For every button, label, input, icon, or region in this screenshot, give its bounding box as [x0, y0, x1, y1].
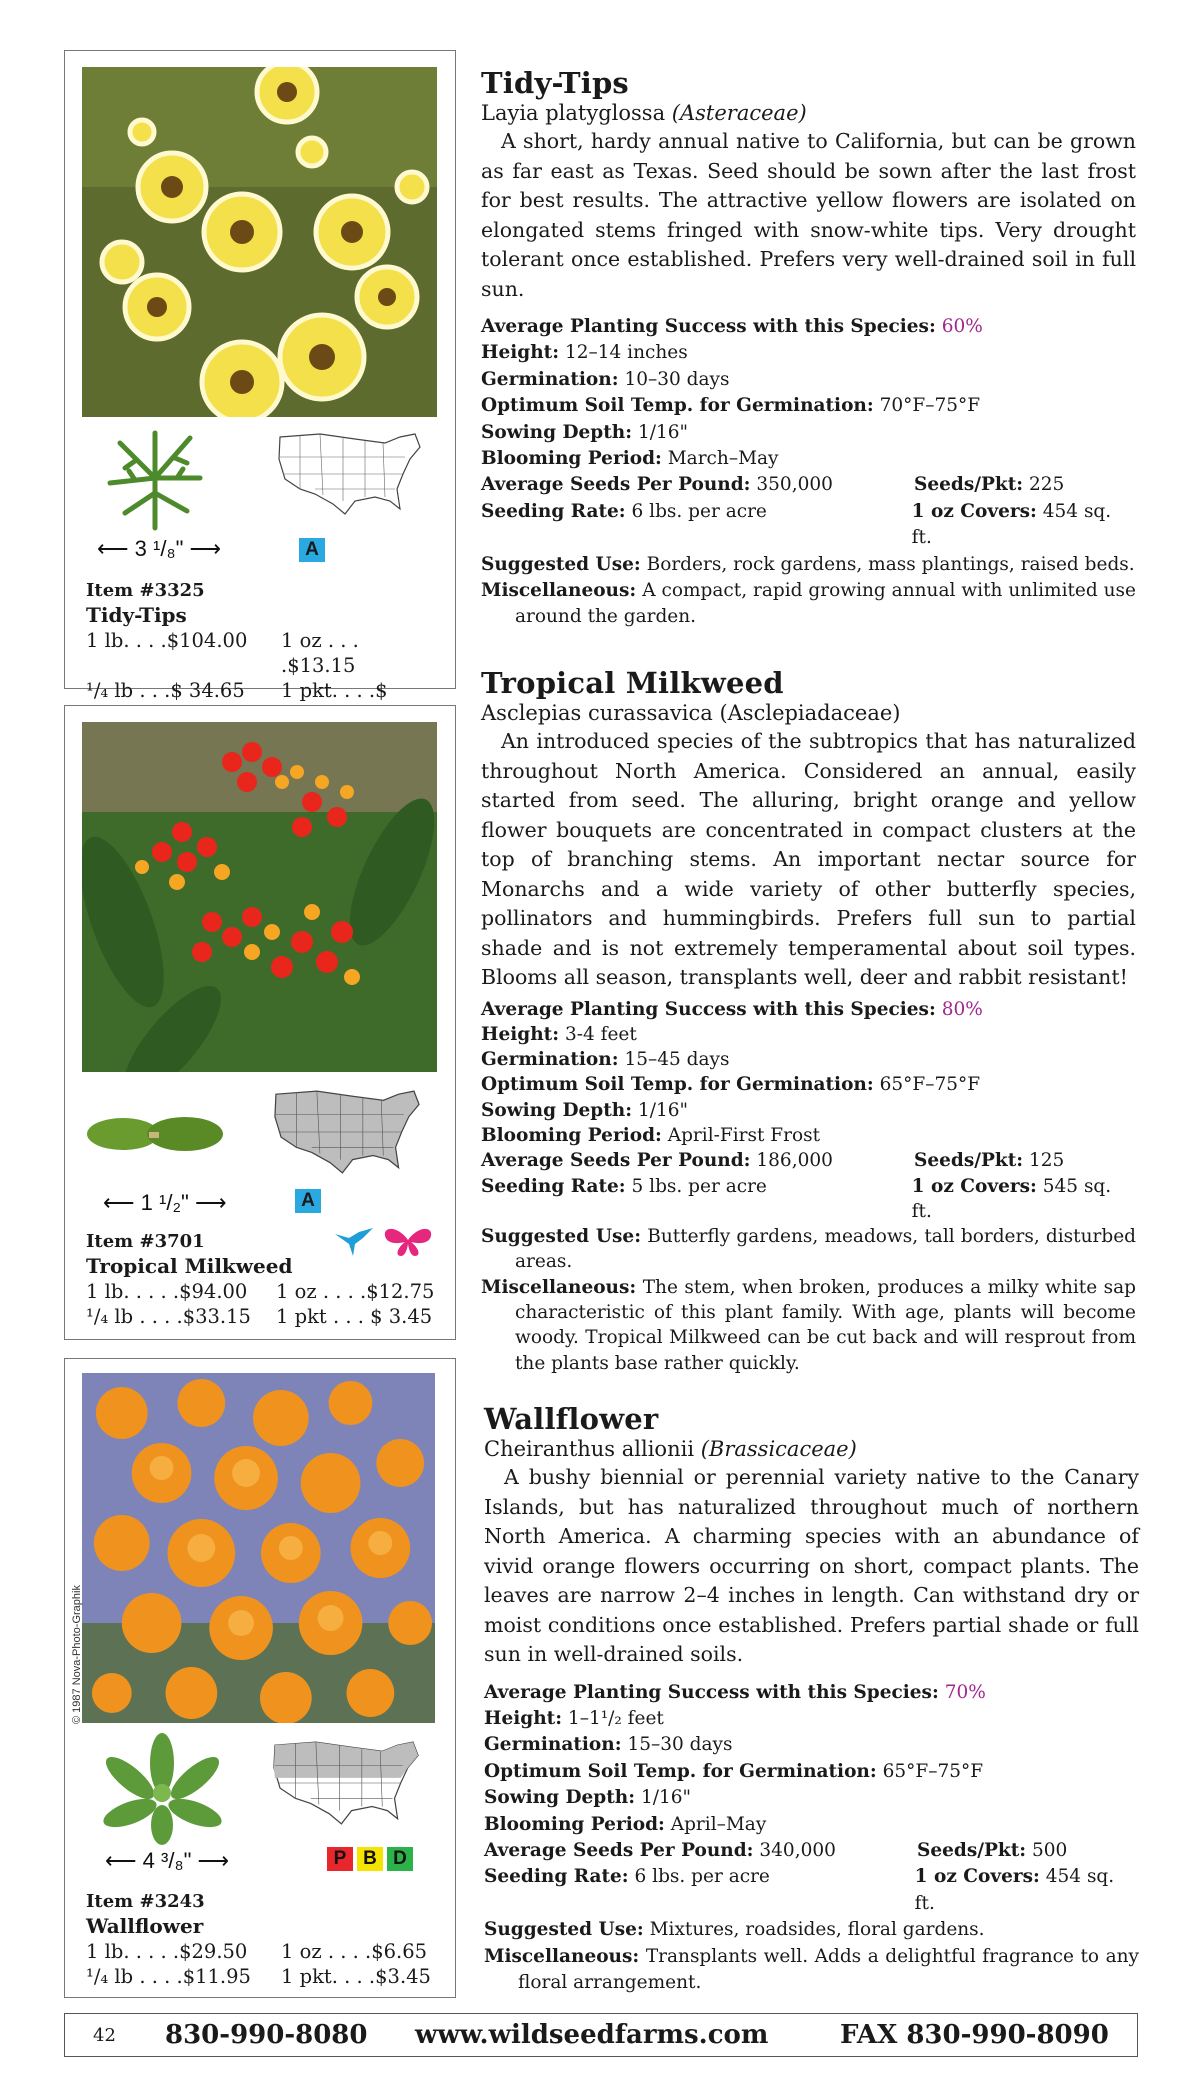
spec-list: Average Planting Success with this Species: 70% Height: 1–1¹/₂ feet Germination: 15–30 days Optimum Soil Temp. for Germination: 65°F–75°F Sowing Depth: 1/16" Blooming Period: April–May Average Seeds Per Pound: 340,000 Seeds/Pkt: 500 Seeding Rate: 6 lbs. per acre 1 oz Covers: 454 sq. ft. Suggested Use: Mixtures, roadsides, floral gardens. Miscellaneous: Transplants well. Adds a delightful fragrance to any floral arrangement. — [484, 1681, 1139, 1993]
us-range-map — [269, 1737, 424, 1829]
species-description-tropical-milkweed — [481, 666, 1136, 1376]
spec-list: Average Planting Success with this Species: 80% Height: 3-4 feet Germination: 15–45 days Optimum Soil Temp. for Germination: 65°F–75°F Sowing Depth: 1/16" Blooming Period: April-First Frost Average Seeds Per Pound: 186,000 Seeds/Pkt: 125 Seeding Rate: 5 lbs. per acre 1 oz Covers: 545 sq. ft. Suggested Use: Butterfly gardens, meadows, tall borders, disturbed areas. Miscellaneous: The stem, when broken, produces a milky white sap characteristic of this plant family. With age, plants will become woody. Tropical Milkweed can be cut back and will resprout from the plants base rather quickly. — [481, 998, 1136, 1374]
price-1lb: 1 lb. . . . .$29.50 — [86, 1940, 248, 1963]
price-1oz: 1 oz . . . .$12.75 — [276, 1280, 435, 1303]
page-footer — [64, 2013, 1138, 2057]
price-quarter-lb: ¹/₄ lb . . . .$11.95 — [86, 1965, 251, 1988]
wallflower-photo — [82, 1373, 435, 1723]
price-quarter-lb: ¹/₄ lb . . . .$33.15 — [86, 1305, 251, 1328]
scientific-name: Cheiranthus allionii (Brassicaceae) — [484, 1437, 857, 1461]
price-pkt: 1 pkt. . . .$ — [281, 679, 388, 702]
tropical-milkweed-photo — [82, 722, 437, 1072]
price-list — [86, 1939, 431, 1989]
species-title: Tidy-Tips — [481, 66, 629, 100]
website-link[interactable]: www.wildseedfarms.com — [415, 2020, 769, 2050]
tidy-tips-photo — [82, 67, 437, 417]
product-card-tropical-milkweed — [64, 705, 456, 1340]
seedling-size: ⟵ 3 ¹/₈" ⟶ — [97, 536, 222, 561]
page-number: 42 — [93, 2025, 116, 2046]
scientific-name: Layia platyglossa (Asteraceae) — [481, 101, 807, 125]
zone-badge-p: P — [327, 1847, 353, 1871]
product-card-tidy-tips — [64, 50, 456, 702]
spec-list: Average Planting Success with this Species: 60% Height: 12–14 inches Germination: 10–30 days Optimum Soil Temp. for Germination: 70°F–75°F Sowing Depth: 1/16" Blooming Period: March–May Average Seeds Per Pound: 350,000 Seeds/Pkt: 225 Seeding Rate: 6 lbs. per acre 1 oz Covers: 454 sq. ft. Suggested Use: Borders, rock gardens, mass plantings, raised beds. Miscellaneous: A compact, rapid growing annual with unlimited use around the garden. — [481, 316, 1136, 628]
zone-badge-a: A — [295, 1189, 321, 1213]
description-text: An introduced species of the subtropics that has naturalized throughout North America. Considered an annual, easily started from seed. The alluring, bright orange and yellow flower bouquets are concentrated in compact clusters at the top of branching stems. An important nectar source for Monarchs and a wide variety of other butterfly species, pollinators and hummingbirds. Prefers full sun to partial shade and is not extremely temperamental about soil types. Blooms all season, transplants well, deer and rabbit resistant! — [481, 729, 1136, 989]
description-text: A bushy biennial or perennial variety native to the Canary Islands, but has naturalized throughout much of northern North America. A charming species with an abundance of vivid orange flowers occurring on short, compact plants. The leaves are narrow 2–4 inches in length. Can withstand dry or moist conditions once established. Prefers partial shade or full sun in well-drained soils. — [484, 1465, 1139, 1666]
price-quarter-lb: ¹/₄ lb . . .$ 34.65 — [86, 679, 245, 702]
price-list — [86, 1279, 436, 1329]
zone-badge-d: D — [387, 1847, 413, 1871]
seedling-size: ⟵ 1 ¹/₂" ⟶ — [103, 1190, 227, 1215]
species-title: Tropical Milkweed — [481, 666, 784, 700]
item-number: Item #3701 — [86, 1231, 205, 1252]
item-name: Tropical Milkweed — [86, 1254, 293, 1278]
species-description-wallflower — [484, 1402, 1139, 1996]
item-number: Item #3243 — [86, 1891, 205, 1912]
price-1lb: 1 lb. . . .$104.00 — [86, 629, 248, 652]
description-text: A short, hardy annual native to California, but can be grown as far east as Texas. Seed should be sown after the last frost for best results. The attractive yellow flowers are isolated on elongated stems fringed with snow-white tips. Very drought tolerant once established. Prefers very well-drained soil in full sun. — [481, 129, 1136, 301]
fax-number: FAX 830-990-8090 — [840, 2020, 1109, 2050]
photo-credit: © 1987 Nova-Photo-Graphik — [71, 1585, 83, 1724]
price-pkt: 1 pkt. . . .$3.45 — [281, 1965, 431, 1988]
species-description-tidy-tips — [481, 66, 1136, 631]
item-name: Wallflower — [86, 1914, 204, 1938]
seedling-icon — [95, 423, 215, 533]
us-range-map — [275, 429, 425, 519]
price-1oz: 1 oz . . . .$13.15 — [281, 629, 359, 677]
seedling-size: ⟵ 4 ³/₈" ⟶ — [105, 1848, 230, 1873]
us-range-map — [270, 1086, 425, 1178]
price-pkt: 1 pkt . . . $ 3.45 — [276, 1305, 433, 1328]
species-title: Wallflower — [484, 1402, 659, 1436]
item-name: Tidy-Tips — [86, 603, 187, 627]
price-1oz: 1 oz . . . .$6.65 — [281, 1940, 428, 1963]
seedling-icon — [100, 1733, 225, 1845]
seedling-icon — [85, 1104, 225, 1164]
price-1lb: 1 lb. . . . .$94.00 — [86, 1280, 248, 1303]
scientific-name: Asclepias curassavica (Asclepiadaceae) — [481, 701, 901, 725]
item-number: Item #3325 — [86, 580, 205, 601]
phone-number: 830-990-8080 — [165, 2020, 368, 2050]
zone-badge-b: B — [357, 1847, 383, 1871]
product-card-wallflower — [64, 1358, 456, 1998]
zone-badge-a: A — [299, 538, 325, 562]
